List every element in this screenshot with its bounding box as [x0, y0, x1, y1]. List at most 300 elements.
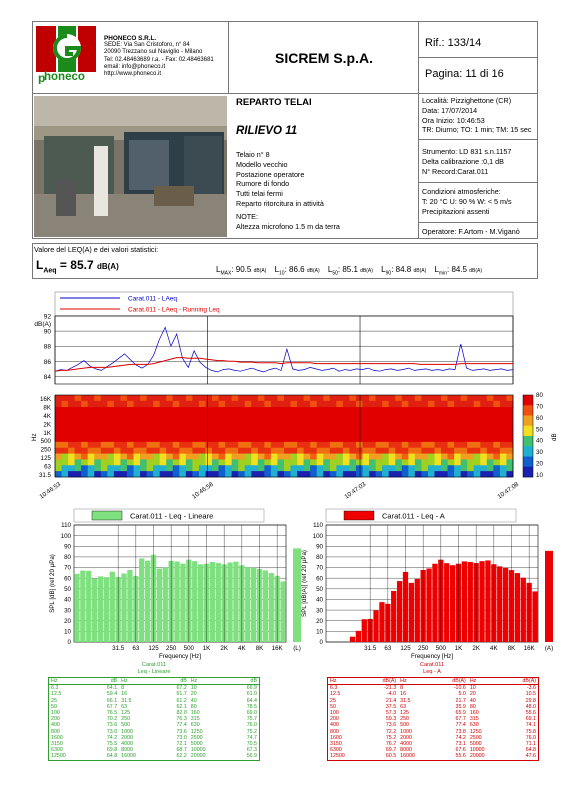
- spectrogram-cell: [186, 465, 193, 471]
- spectrogram-cell: [245, 471, 252, 477]
- spec-y-tick: 63: [44, 463, 51, 471]
- spectrogram-cell: [68, 442, 75, 448]
- ref-number: Rif.: 133/14: [425, 37, 482, 49]
- table-lin-record: Carat.011: [141, 662, 167, 668]
- spectrogram-cell: [402, 459, 409, 465]
- spectrogram-cell: [284, 448, 291, 454]
- spectrogram-cell: [389, 395, 396, 401]
- table-cell: 16: [400, 691, 407, 698]
- spectrogram-cell: [212, 448, 219, 454]
- colorbar-tick: 10: [536, 472, 543, 479]
- lmax-stat: $L_{MAX}$: 90.5 dB(A): [216, 265, 267, 277]
- spectrogram-cell: [441, 459, 448, 465]
- spectrogram-cell: [310, 401, 317, 407]
- spectrum-x-tick: 250: [418, 645, 429, 652]
- spectrogram-cell: [376, 454, 383, 460]
- spectrogram-cell: [212, 401, 219, 407]
- spectrogram-cell: [205, 395, 212, 401]
- spectrogram-cell: [212, 454, 219, 460]
- spectrogram-cell: [120, 454, 127, 460]
- spectrum-bar: [468, 562, 473, 642]
- spectrum-bar: [432, 564, 437, 642]
- spectrogram-cell: [428, 395, 435, 401]
- address-line: Tel: 02.48463689 r.a. - Fax: 02.48463681: [104, 56, 214, 63]
- x-tick-label: 10:47:08: [496, 480, 521, 501]
- spectrogram-cell: [310, 448, 317, 454]
- spectrogram-cell: [474, 448, 481, 454]
- spectrogram-cell: [245, 454, 252, 460]
- spectrogram-cell: [147, 454, 154, 460]
- spectrum-bar: [450, 565, 455, 642]
- spectrogram-cell: [323, 465, 330, 471]
- client-name: SICREM S.p.A.: [274, 50, 373, 66]
- spectrogram-cell: [500, 442, 507, 448]
- spectrogram-cell: [421, 459, 428, 465]
- spectrogram-cell: [310, 471, 317, 477]
- spectrum-bar: [163, 567, 168, 642]
- spectrogram-cell: [363, 442, 370, 448]
- spectrogram-cell: [225, 471, 232, 477]
- colorbar-segment: [523, 405, 533, 416]
- spectrogram-cell: [251, 465, 258, 471]
- spectrogram-cell: [349, 454, 356, 460]
- spectrogram-cell: [343, 401, 350, 407]
- table-cell: 73.6: [176, 728, 187, 735]
- table-row: [328, 753, 539, 760]
- table-cell: 73.0: [176, 734, 187, 741]
- spectrogram-cell: [389, 448, 396, 454]
- spectrogram-cell: [134, 401, 141, 407]
- spectrum-bar: [80, 571, 85, 642]
- spectrogram-cell: [81, 471, 88, 477]
- y-tick-label: 86: [43, 358, 51, 366]
- spectrogram-cell: [173, 471, 180, 477]
- spectrum-y-tick: 90: [64, 543, 71, 551]
- spectrogram-cell: [192, 471, 199, 477]
- instrument-line: Strumento: LD 831 s.n.1157: [422, 147, 512, 156]
- survey-note: [236, 212, 340, 232]
- spectrogram-cell: [271, 448, 278, 454]
- spectrogram-cell: [81, 442, 88, 448]
- spectrogram-cell: [251, 401, 258, 407]
- spectrogram-cell: [173, 465, 180, 471]
- spectrogram-cell: [402, 454, 409, 460]
- table-a-type: Leq - A: [423, 668, 441, 675]
- spectrum-x-tick: 31.5: [364, 645, 377, 652]
- table-a-record: Carat.011: [419, 662, 445, 668]
- spectrogram-cell: [153, 395, 160, 401]
- loom-photo-icon: [34, 96, 227, 237]
- spectrogram-cell: [81, 448, 88, 454]
- spectrogram-cell: [395, 395, 402, 401]
- spectrogram-cell: [264, 459, 271, 465]
- instrument-line: N° Record:Carat.011: [422, 166, 489, 176]
- spectrogram-cell: [192, 454, 199, 460]
- table-cell: 69.0: [246, 710, 257, 717]
- spectrum-bar: [139, 559, 144, 642]
- spectrum-y-tick: 10: [316, 628, 323, 636]
- spectrogram-cell: [421, 465, 428, 471]
- spectrogram-cell: [434, 401, 441, 407]
- table-cell: 76.7: [385, 741, 397, 748]
- spectrogram-cell: [349, 395, 356, 401]
- spectrum-bar: [174, 561, 179, 642]
- table-cell: 62.2: [176, 753, 187, 760]
- spectrogram-cell: [480, 465, 487, 471]
- spectrogram-cell: [415, 448, 422, 454]
- table-cell: 8: [121, 685, 125, 692]
- spectrum-bar: [92, 579, 97, 642]
- spec-y-tick: 500: [40, 438, 51, 446]
- table-cell: 25: [51, 697, 57, 704]
- spec-y-tick: 1K: [43, 429, 51, 437]
- spectrogram-cell: [62, 442, 69, 448]
- spectrogram-cell: [434, 459, 441, 465]
- table-cell: 2500: [469, 734, 482, 741]
- spectrogram-cell: [343, 395, 350, 401]
- spectrogram-cell: [480, 401, 487, 407]
- table-header-cell: Hz: [328, 678, 365, 685]
- spectrogram-cell: [277, 395, 284, 401]
- spectrogram-cell: [480, 471, 487, 477]
- spectrogram-cell: [62, 401, 69, 407]
- spectrum-bar: [110, 572, 115, 642]
- spectrogram-cell: [336, 465, 343, 471]
- table-cell: 72.1: [176, 741, 187, 748]
- table-header-cell: Hz: [49, 678, 90, 685]
- table-cell: 40: [190, 697, 197, 704]
- spectrogram-cell: [232, 471, 239, 477]
- table-cell: 73.6: [385, 722, 397, 729]
- table-cell: 50: [330, 703, 336, 710]
- spectrogram-cell: [493, 448, 500, 454]
- spectrogram-cell: [258, 395, 265, 401]
- spectrogram-cell: [467, 465, 474, 471]
- spectrogram-cell: [317, 448, 324, 454]
- spectrogram-cell: [251, 442, 258, 448]
- spectrum-x-tick: 2K: [220, 645, 228, 652]
- table-cell: 61.2: [176, 697, 187, 704]
- spectrogram-cell: [225, 454, 232, 460]
- spectrogram-cell: [147, 471, 154, 477]
- table-cell: 76.5: [106, 710, 118, 717]
- spectrum-y-tick: 0: [319, 639, 323, 647]
- spectrum-y-tick: 40: [64, 596, 71, 604]
- table-cell: 4000: [121, 741, 133, 748]
- spectrogram-cell: [363, 448, 370, 454]
- spectrogram-cell: [448, 454, 455, 460]
- unit: dB(A): [469, 268, 483, 274]
- table-cell: 20: [469, 691, 476, 698]
- spectrogram-cell: [219, 471, 226, 477]
- time-history-chart: [0, 285, 566, 505]
- location-info: [422, 96, 531, 135]
- spectrogram-cell: [238, 459, 245, 465]
- spectrogram-cell: [62, 465, 69, 471]
- colorbar-segment: [523, 457, 533, 468]
- spectrogram-cell: [120, 395, 127, 401]
- spectrogram-cell: [62, 448, 69, 454]
- spectrogram-cell: [402, 401, 409, 407]
- spectrogram-cell: [166, 471, 173, 477]
- spectrogram-cell: [506, 454, 513, 460]
- spectrum-bar: [362, 619, 367, 642]
- spectrogram-cell: [173, 442, 180, 448]
- spectrogram-cell: [277, 401, 284, 407]
- company-address: [104, 42, 224, 78]
- spectrogram-cell: [454, 395, 461, 401]
- spectrum-total-bar: [293, 548, 301, 642]
- spectrogram-cell: [336, 442, 343, 448]
- spectrum-x-tick: 8K: [255, 645, 264, 652]
- spectrogram-cell: [317, 465, 324, 471]
- spectrogram-cell: [284, 471, 291, 477]
- spectrogram-cell: [264, 442, 271, 448]
- table-row: [328, 685, 539, 692]
- spectrogram-cell: [323, 454, 330, 460]
- spectrogram-cell: [199, 454, 206, 460]
- spec-y-tick: 250: [40, 446, 51, 454]
- spectrogram-cell: [434, 465, 441, 471]
- spectrum-bar: [157, 569, 162, 642]
- colorbar-segment: [523, 436, 533, 447]
- spectrogram-cell: [205, 465, 212, 471]
- spectrogram-cell: [114, 459, 121, 465]
- colorbar-tick: 50: [536, 426, 543, 434]
- y-tick-label: 92: [43, 313, 51, 321]
- table-cell: 74.7: [246, 734, 257, 741]
- spectrogram-cell: [415, 465, 422, 471]
- spectrogram-cell: [192, 395, 199, 401]
- spectrum-bar: [280, 581, 285, 642]
- spectrogram-cell: [474, 454, 481, 460]
- spectrogram-cell: [94, 454, 101, 460]
- spectrum-x-tick: 16K: [271, 645, 283, 652]
- spectrogram-cell: [88, 471, 95, 477]
- spectrogram-cell: [382, 448, 389, 454]
- table-cell: 3150: [330, 741, 342, 748]
- table-leq-a: [327, 677, 539, 761]
- spectrogram-cell: [212, 465, 219, 471]
- spectrogram-cell: [415, 401, 422, 407]
- table-cell: 74.2: [455, 734, 466, 741]
- spectrogram-cell: [297, 454, 304, 460]
- spectrogram-cell: [179, 454, 186, 460]
- laeq-value: [36, 258, 119, 274]
- spectrogram-cell: [343, 442, 350, 448]
- spectrogram-cell: [140, 471, 147, 477]
- table-cell: 1000: [121, 728, 133, 735]
- spectrogram-cell: [454, 471, 461, 477]
- spectrogram-cell: [389, 471, 396, 477]
- table-cell: 62.1: [176, 703, 187, 710]
- spectrum-bar: [121, 574, 126, 642]
- spectrogram-cell: [62, 471, 69, 477]
- table-cell: 5000: [190, 741, 203, 748]
- spectrogram-cell: [140, 459, 147, 465]
- spectrogram-cell: [369, 395, 376, 401]
- spectrogram-cell: [101, 465, 108, 471]
- spectrogram-cell: [461, 395, 468, 401]
- spectrogram-cell: [88, 459, 95, 465]
- spectrogram-cell: [382, 465, 389, 471]
- spectrogram-cell: [264, 448, 271, 454]
- address-line: SEDE: Via San Cristoforo, n° 84: [104, 42, 190, 48]
- spectrogram-cell: [500, 459, 507, 465]
- spec-y-tick: 4K: [43, 412, 51, 420]
- spectrum-bar: [198, 564, 203, 642]
- logo-wordmark: p: [38, 71, 46, 84]
- table-cell: 64.8: [525, 747, 536, 754]
- table-cell: 59.4: [106, 691, 118, 698]
- spectrogram-cell: [88, 395, 95, 401]
- spectrogram-cell: [500, 471, 507, 477]
- spectrogram-cell: [245, 395, 252, 401]
- table-cell: 64.8: [106, 753, 118, 760]
- spectrogram-cell: [376, 448, 383, 454]
- table-cell: 12500: [51, 753, 66, 760]
- spectrogram-cell: [454, 459, 461, 465]
- weather-line: Condizioni atmosferiche:: [422, 187, 501, 196]
- spectrogram-cell: [232, 401, 239, 407]
- table-cell: 61.7: [176, 691, 187, 698]
- table-cell: 250: [121, 716, 131, 723]
- spectrogram-cell: [62, 454, 69, 460]
- spectrogram-cell: [114, 471, 121, 477]
- statistic-levels: [216, 265, 482, 277]
- table-cell: 55.6: [455, 753, 466, 760]
- spectrogram-cell: [173, 459, 180, 465]
- laeq-unit: dB(A): [96, 262, 119, 271]
- table-cell: 67.7: [455, 716, 466, 723]
- spectrogram-cell: [127, 448, 134, 454]
- spectrum-y-tick: 30: [316, 607, 323, 615]
- company-info: [104, 35, 224, 78]
- colorbar-segment: [523, 426, 533, 437]
- spectrogram-cell: [68, 395, 75, 401]
- spectrogram-cell: [428, 471, 435, 477]
- spectrogram-cell: [179, 448, 186, 454]
- spectrogram-cell: [120, 448, 127, 454]
- table-cell: 5.0: [458, 691, 466, 698]
- table-cell: 78.5: [246, 703, 257, 710]
- spectrogram-cell: [166, 395, 173, 401]
- spectrogram-cell: [402, 465, 409, 471]
- spectrogram-cell: [382, 459, 389, 465]
- spectrum-bar: [227, 563, 232, 642]
- spectrogram-cell: [166, 459, 173, 465]
- spectrogram-cell: [258, 459, 265, 465]
- spectrogram-cell: [192, 448, 199, 454]
- spectrogram-cell: [55, 448, 62, 454]
- spectrogram-cell: [369, 401, 376, 407]
- spectrogram-cell: [506, 459, 513, 465]
- spectrogram-cell: [297, 401, 304, 407]
- spectrogram-cell: [441, 454, 448, 460]
- spectrogram-cell: [219, 454, 226, 460]
- table-cell: -3.6: [526, 685, 536, 692]
- spectrogram-cell: [454, 401, 461, 407]
- spectrum-x-label: Frequency [Hz]: [159, 653, 201, 660]
- spectrogram-cell: [304, 459, 311, 465]
- table-cell: 50: [51, 703, 57, 710]
- spectrogram-cell: [245, 459, 252, 465]
- spectrogram-cell: [88, 454, 95, 460]
- description-line: Postazione operatore: [236, 169, 305, 179]
- table-cell: 500: [400, 722, 409, 729]
- spectrogram-cell: [225, 465, 232, 471]
- table-cell: 69.7: [385, 747, 397, 754]
- spectrogram-cell: [120, 442, 127, 448]
- note-line: Altezza microfono 1.5 m da terra: [236, 221, 340, 231]
- divider-v1: [228, 21, 229, 93]
- table-cell: 61.0: [246, 691, 257, 698]
- spectrogram-cell: [493, 471, 500, 477]
- table-cell: 1250: [469, 728, 482, 735]
- table-cell: 8: [400, 685, 404, 692]
- spectrogram-cell: [75, 459, 82, 465]
- spectrogram-cell: [107, 401, 114, 407]
- spectrogram-cell: [421, 471, 428, 477]
- spectrogram-cell: [101, 459, 108, 465]
- table-cell: 74.1: [525, 722, 536, 729]
- spectrogram-cell: [127, 395, 134, 401]
- spectrogram-cell: [474, 401, 481, 407]
- table-header-cell: dB: [159, 678, 189, 685]
- spectrogram-cell: [75, 448, 82, 454]
- spectrum-y-tick: 90: [316, 543, 323, 551]
- plot-area: [55, 316, 513, 384]
- spectrogram-cell: [369, 459, 376, 465]
- instrument-line: Delta calibrazione :0,1 dB: [422, 156, 504, 166]
- spectrum-total-label: (A): [544, 645, 554, 652]
- spectrogram-cell: [94, 442, 101, 448]
- spectrogram-cell: [238, 401, 245, 407]
- spectrogram-cell: [500, 395, 507, 401]
- spectrogram-cell: [317, 442, 324, 448]
- spectrogram-cell: [134, 454, 141, 460]
- spectrum-bar: [86, 571, 91, 642]
- spectrogram-cell: [323, 442, 330, 448]
- spectrogram-cell: [304, 442, 311, 448]
- spectrogram-cell: [62, 395, 69, 401]
- spectrogram-cell: [225, 459, 232, 465]
- spectrogram-cell: [134, 459, 141, 465]
- table-header-cell: dB: [89, 678, 119, 685]
- spectrogram-cell: [81, 395, 88, 401]
- table-cell: 2500: [190, 734, 203, 741]
- table-cell: 75.8: [525, 728, 536, 735]
- spectrogram-cell: [506, 442, 513, 448]
- divider-r3: [418, 222, 538, 223]
- spectrogram-cell: [408, 401, 415, 407]
- unit: dB(A): [253, 268, 267, 274]
- address-line: http://www.phoneco.it: [104, 71, 162, 78]
- spectrogram-cell: [382, 395, 389, 401]
- spectrogram-cell: [448, 465, 455, 471]
- spectrum-bar: [391, 591, 396, 642]
- spectrogram-cell: [330, 442, 337, 448]
- spectrogram-cell: [147, 448, 154, 454]
- spectrogram-cell: [251, 459, 258, 465]
- spectrogram-cell: [134, 465, 141, 471]
- spectrogram-cell: [199, 459, 206, 465]
- colorbar-segment: [523, 395, 533, 406]
- table-cell: 16: [121, 691, 128, 698]
- spectrum-bar: [356, 631, 361, 642]
- spectrogram-cell: [219, 401, 226, 407]
- spectrogram-cell: [310, 465, 317, 471]
